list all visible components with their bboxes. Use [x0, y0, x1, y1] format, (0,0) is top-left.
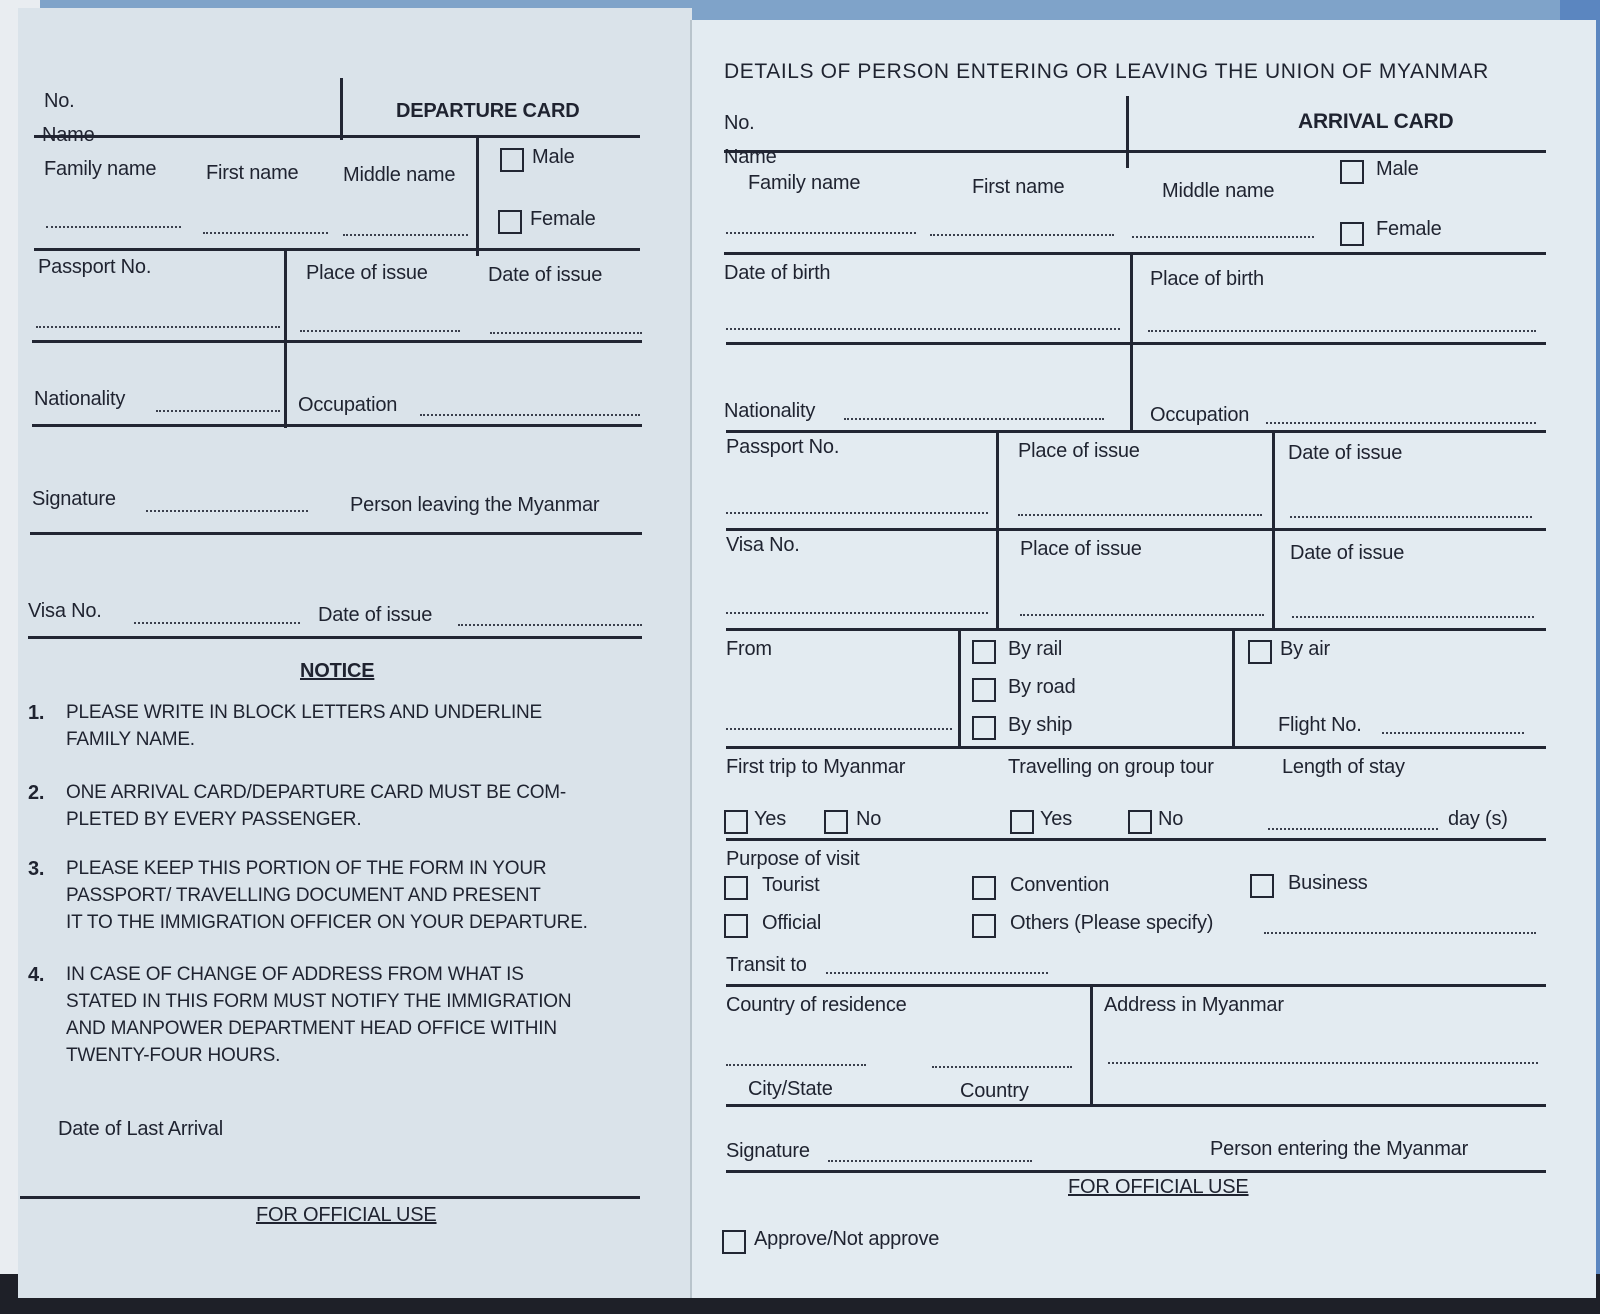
arrival-female-label: Female [1376, 218, 1442, 240]
divider [340, 78, 343, 140]
group-tour-no-label: No [1158, 808, 1184, 830]
departure-middle-name-label: Middle name [343, 164, 456, 186]
notice-line: ONE ARRIVAL CARD/DEPARTURE CARD MUST BE COM- [66, 782, 567, 803]
business-label: Business [1288, 872, 1368, 894]
arrival-name-label: Name [724, 146, 777, 168]
first-trip-label: First trip to Myanmar [726, 756, 906, 778]
arrival-first-name-field[interactable] [930, 234, 1114, 236]
arrival-nationality-field[interactable] [844, 418, 1104, 420]
arrival-nationality-label: Nationality [724, 400, 816, 422]
divider [476, 136, 479, 256]
divider [34, 135, 640, 138]
arrival-occupation-label: Occupation [1150, 404, 1250, 426]
departure-visa-date-label: Date of issue [318, 604, 433, 626]
departure-family-name-label: Family name [44, 158, 157, 180]
group-tour-label: Travelling on group tour [1008, 756, 1214, 778]
arrival-signature-label: Signature [726, 1140, 810, 1162]
departure-card-title: DEPARTURE CARD [396, 100, 580, 122]
departure-female-checkbox[interactable] [498, 210, 522, 234]
arrival-passport-place-label: Place of issue [1018, 440, 1140, 462]
convention-checkbox[interactable] [972, 876, 996, 900]
flight-no-label: Flight No. [1278, 714, 1362, 736]
divider [1126, 96, 1129, 168]
by-rail-checkbox[interactable] [972, 640, 996, 664]
passport-place-field[interactable] [300, 330, 460, 332]
departure-male-label: Male [532, 146, 575, 168]
arrival-middle-name-label: Middle name [1162, 180, 1275, 202]
from-field[interactable] [726, 728, 952, 730]
divider [726, 1170, 1546, 1173]
tourist-label: Tourist [762, 874, 820, 896]
by-air-label: By air [1280, 638, 1330, 660]
country-label: Country [960, 1080, 1029, 1102]
length-of-stay-label: Length of stay [1282, 756, 1405, 778]
divider [726, 628, 1546, 631]
notice-number: 1. [28, 702, 45, 724]
length-of-stay-field[interactable] [1268, 828, 1438, 830]
arrival-signature-field[interactable] [828, 1160, 1032, 1162]
departure-card [18, 8, 692, 1298]
divider [30, 532, 642, 535]
departure-occupation-label: Occupation [298, 394, 398, 416]
group-tour-no-checkbox[interactable] [1128, 810, 1152, 834]
notice-line: PASSPORT/ TRAVELLING DOCUMENT AND PRESENT [66, 885, 541, 906]
purpose-label: Purpose of visit [726, 848, 860, 870]
approve-checkbox[interactable] [722, 1230, 746, 1254]
arrival-male-label: Male [1376, 158, 1419, 180]
departure-passport-label: Passport No. [38, 256, 152, 278]
divider [996, 432, 999, 630]
official-label: Official [762, 912, 822, 934]
city-state-field[interactable] [726, 1064, 866, 1066]
divider [32, 424, 642, 427]
arrival-no-label: No. [724, 112, 755, 134]
official-checkbox[interactable] [724, 914, 748, 938]
divider [726, 1104, 1546, 1107]
departure-official-use-label: FOR OFFICIAL USE [256, 1204, 437, 1226]
arrival-male-checkbox[interactable] [1340, 160, 1364, 184]
notice-line: FAMILY NAME. [66, 729, 195, 750]
convention-label: Convention [1010, 874, 1110, 896]
notice-line: PLETED BY EVERY PASSENGER. [66, 809, 362, 830]
from-label: From [726, 638, 772, 660]
by-road-label: By road [1008, 676, 1076, 698]
arrival-passport-no-field[interactable] [726, 512, 988, 514]
notice-line: PLEASE KEEP THIS PORTION OF THE FORM IN YOUR [66, 858, 547, 879]
country-field[interactable] [932, 1066, 1072, 1068]
departure-no-label: No. [44, 90, 75, 112]
tourist-checkbox[interactable] [724, 876, 748, 900]
arrival-visa-no-field[interactable] [726, 612, 988, 614]
divider [726, 342, 1546, 345]
divider [726, 528, 1546, 531]
notice-number: 3. [28, 858, 45, 880]
arrival-visa-date-label: Date of issue [1290, 542, 1405, 564]
arrival-visa-label: Visa No. [726, 534, 800, 556]
arrival-female-checkbox[interactable] [1340, 222, 1364, 246]
arrival-passport-place-field[interactable] [1018, 514, 1262, 516]
departure-place-issue-label: Place of issue [306, 262, 428, 284]
by-ship-label: By ship [1008, 714, 1073, 736]
visa-date-field[interactable] [458, 624, 642, 626]
by-rail-label: By rail [1008, 638, 1063, 660]
others-label: Others (Please specify) [1010, 912, 1214, 934]
group-tour-yes-checkbox[interactable] [1010, 810, 1034, 834]
divider [724, 252, 1546, 255]
divider [958, 630, 961, 748]
arrival-visa-place-field[interactable] [1020, 614, 1264, 616]
departure-visa-label: Visa No. [28, 600, 102, 622]
nationality-field[interactable] [156, 410, 280, 412]
transit-to-field[interactable] [826, 972, 1048, 974]
date-of-birth-field[interactable] [726, 328, 1120, 330]
divider [1272, 432, 1275, 630]
notice-line: STATED IN THIS FORM MUST NOTIFY THE IMMIGRATION [66, 991, 572, 1012]
arrival-family-name-label: Family name [748, 172, 861, 194]
others-specify-field[interactable] [1264, 932, 1536, 934]
passport-date-field[interactable] [490, 332, 642, 334]
notice-number: 4. [28, 964, 45, 986]
passport-no-field[interactable] [36, 326, 280, 328]
date-last-arrival-label: Date of Last Arrival [58, 1118, 223, 1140]
divider [1232, 630, 1235, 748]
notice-line: TWENTY-FOUR HOURS. [66, 1045, 281, 1066]
city-state-label: City/State [748, 1078, 833, 1100]
address-myanmar-label: Address in Myanmar [1104, 994, 1284, 1016]
departure-date-issue-label: Date of issue [488, 264, 603, 286]
others-checkbox[interactable] [972, 914, 996, 938]
first-trip-no-checkbox[interactable] [824, 810, 848, 834]
divider [20, 1196, 640, 1199]
divider [28, 636, 642, 639]
departure-signature-label: Signature [32, 488, 116, 510]
arrival-header: DETAILS OF PERSON ENTERING OR LEAVING THE UNION OF MYANMAR [724, 60, 1489, 83]
arrival-first-name-label: First name [972, 176, 1065, 198]
person-leaving-label: Person leaving the Myanmar [350, 494, 600, 516]
notice-line: AND MANPOWER DEPARTMENT HEAD OFFICE WITHIN [66, 1018, 557, 1039]
departure-female-label: Female [530, 208, 596, 230]
arrival-official-use-label: FOR OFFICIAL USE [1068, 1176, 1249, 1198]
notice-title: NOTICE [300, 660, 375, 682]
business-checkbox[interactable] [1250, 874, 1274, 898]
departure-signature-field[interactable] [146, 510, 308, 512]
address-myanmar-field[interactable] [1108, 1062, 1538, 1064]
notice-line: PLEASE WRITE IN BLOCK LETTERS AND UNDERLINE [66, 702, 543, 723]
arrival-occupation-field[interactable] [1266, 422, 1536, 424]
divider [726, 984, 1546, 987]
divider [726, 430, 1546, 433]
place-of-birth-field[interactable] [1148, 330, 1536, 332]
person-entering-label: Person entering the Myanmar [1210, 1138, 1469, 1160]
arrival-visa-place-label: Place of issue [1020, 538, 1142, 560]
arrival-visa-date-field[interactable] [1292, 616, 1534, 618]
date-of-birth-label: Date of birth [724, 262, 831, 284]
first-trip-yes-label: Yes [754, 808, 787, 830]
arrival-card-title: ARRIVAL CARD [1298, 110, 1454, 133]
notice-number: 2. [28, 782, 45, 804]
departure-male-checkbox[interactable] [500, 148, 524, 172]
departure-name-label: Name [42, 124, 95, 146]
divider [32, 340, 642, 343]
divider [726, 746, 1546, 749]
arrival-middle-name-field[interactable] [1132, 236, 1314, 238]
divider [724, 150, 1546, 153]
occupation-field[interactable] [420, 414, 640, 416]
arrival-card [692, 20, 1596, 1298]
by-road-checkbox[interactable] [972, 678, 996, 702]
first-trip-no-label: No [856, 808, 882, 830]
by-air-checkbox[interactable] [1248, 640, 1272, 664]
by-ship-checkbox[interactable] [972, 716, 996, 740]
days-label: day (s) [1448, 808, 1508, 830]
flight-no-field[interactable] [1382, 732, 1524, 734]
divider [34, 248, 640, 251]
arrival-passport-date-field[interactable] [1290, 516, 1532, 518]
divider [726, 838, 1546, 841]
divider [284, 250, 287, 428]
family-name-field[interactable] [46, 226, 181, 228]
first-name-field[interactable] [203, 232, 328, 234]
notice-line: IN CASE OF CHANGE OF ADDRESS FROM WHAT IS [66, 964, 524, 985]
visa-no-field[interactable] [134, 622, 300, 624]
notice-line: IT TO THE IMMIGRATION OFFICER ON YOUR DEPARTURE. [66, 912, 588, 933]
arrival-family-name-field[interactable] [726, 232, 916, 234]
departure-nationality-label: Nationality [34, 388, 126, 410]
group-tour-yes-label: Yes [1040, 808, 1073, 830]
middle-name-field[interactable] [343, 234, 468, 236]
arrival-passport-label: Passport No. [726, 436, 840, 458]
transit-to-label: Transit to [726, 954, 807, 976]
divider [1090, 986, 1093, 1106]
first-trip-yes-checkbox[interactable] [724, 810, 748, 834]
arrival-passport-date-label: Date of issue [1288, 442, 1403, 464]
place-of-birth-label: Place of birth [1150, 268, 1264, 290]
approve-label: Approve/Not approve [754, 1228, 940, 1250]
departure-first-name-label: First name [206, 162, 299, 184]
country-of-residence-label: Country of residence [726, 994, 907, 1016]
